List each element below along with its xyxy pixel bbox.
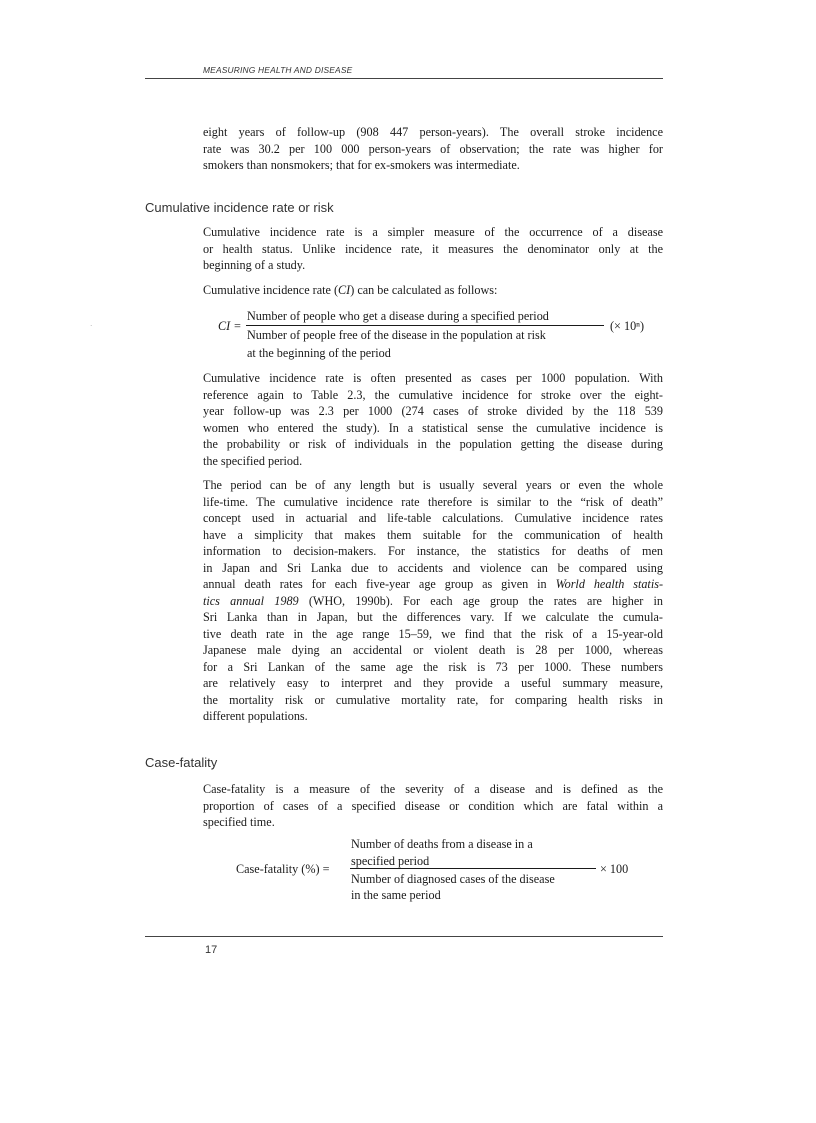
text-line: reference again to Table 2.3, the cumulative incidence for stroke over the eight- [203, 387, 663, 402]
text-line: the mortality risk or cumulative mortality rate, for comparing health risks in [203, 692, 663, 707]
section-heading-case-fatality: Case-fatality [145, 755, 218, 770]
text-line: The period can be of any length but is usually several years or even the whole [203, 478, 663, 492]
text-line: the specified period. [203, 453, 303, 468]
text-line: have a simplicity that makes them suitable for the communication of health [203, 527, 663, 542]
cumulative-incidence-para-4 [203, 477, 663, 725]
formula-multiplier: × 100 [600, 862, 629, 876]
cumulative-incidence-para-2 [203, 282, 663, 299]
formula-lhs: CI = [218, 319, 242, 333]
text-line: Japanese male dying an accidental or violent death is 28 per 1000, whereas [203, 643, 663, 657]
formula-lhs: Case-fatality (%) = [236, 862, 330, 876]
intro-paragraph [203, 124, 663, 174]
formula-numerator: Number of people who get a disease during a specified period [247, 309, 549, 323]
text-line: Cumulative incidence rate is often presented as cases per 1000 population. With [203, 371, 663, 385]
text-line: or health status. Unlike incidence rate, it measures the denominator only at the [203, 241, 663, 256]
formula-denominator-line-2: in the same period [351, 888, 441, 902]
text-line: are relatively easy to interpret and they provide a useful summary measure, [203, 676, 663, 690]
text-line: Cumulative incidence rate is a simpler measure of the occurrence of a disease [203, 225, 663, 239]
text-line: smokers than nonsmokers; that for ex-smokers was intermediate. [203, 158, 520, 172]
text-line: in Japan and Sri Lanka due to accidents and violence can be compared using [203, 560, 663, 575]
text-line: specified time. [203, 815, 275, 829]
text-line: concept used in actuarial and life-table calculations. Cumulative incidence rates [203, 511, 663, 525]
margin-mark: · [90, 322, 93, 330]
text-line: information to decision-makers. For instance, the statistics for deaths of men [203, 544, 663, 558]
text-span: annual death rates for each five-year age group as given in [203, 577, 556, 591]
formula-numerator-line-2: specified period [351, 854, 430, 868]
page-number: 17 [205, 944, 218, 956]
fraction-bar [246, 325, 604, 326]
fraction-bar [350, 868, 596, 869]
text-line: the probability or risk of individuals in the population getting the disease during [203, 437, 663, 451]
header-rule [145, 78, 663, 79]
text-span: ) can be calculated as follows: [350, 283, 498, 297]
publication-title: tics annual 1989 [203, 593, 299, 608]
text-line: eight years of follow-up (908 447 person-years). The overall stroke incidence [203, 125, 663, 139]
text-line: year follow-up was 2.3 per 1000 (274 cases of stroke divided by the 118 539 [203, 404, 663, 418]
formula-denominator-line-2: at the beginning of the period [247, 346, 391, 360]
text-line: Case-fatality is a measure of the severity of a disease and is defined as the [203, 782, 663, 796]
formula-denominator-line-1: Number of people free of the disease in the population at risk [247, 328, 546, 342]
cumulative-incidence-para-3 [203, 370, 663, 469]
formula-multiplier: (× 10ⁿ) [610, 319, 645, 333]
text-span: (WHO, 1990b). For each age group the rates are higher in [298, 593, 664, 608]
formula-denominator-line-1: Number of diagnosed cases of the disease [351, 872, 555, 886]
text-line: women who entered the study). In a statistical sense the cumulative incidence is [203, 420, 663, 435]
text-line: Sri Lanka than in Japan, but the differences vary. If we calculate the cumula- [203, 610, 663, 624]
text-line: different populations. [203, 709, 308, 723]
text-span: Cumulative incidence rate ( [203, 283, 339, 297]
publication-title: World health statis- [555, 577, 664, 591]
case-fatality-para-1 [203, 781, 663, 831]
text-line: for a Sri Lankan of the same age the risk is 73 per 1000. These numbers [203, 659, 663, 674]
ci-abbreviation: CI [338, 283, 351, 297]
text-line: rate was 30.2 per 100 000 person-years of observation; the rate was higher for [203, 141, 663, 156]
text-line [203, 593, 663, 610]
text-line: tive death rate in the age range 15–59, we find that the risk of a 15-year-old [203, 626, 663, 641]
text-line: life-time. The cumulative incidence rate therefore is similar to the “risk of death” [203, 494, 663, 509]
text-line: proportion of cases of a specified disease or condition which are fatal within a [203, 798, 663, 813]
running-head: MEASURING HEALTH AND DISEASE [203, 65, 353, 75]
section-heading-cumulative-incidence: Cumulative incidence rate or risk [145, 200, 334, 215]
footer-rule [145, 936, 663, 937]
formula-numerator-line-1: Number of deaths from a disease in a [351, 837, 533, 851]
cumulative-incidence-para-1 [203, 224, 663, 274]
text-line [203, 576, 663, 593]
text-line: beginning of a study. [203, 258, 306, 272]
